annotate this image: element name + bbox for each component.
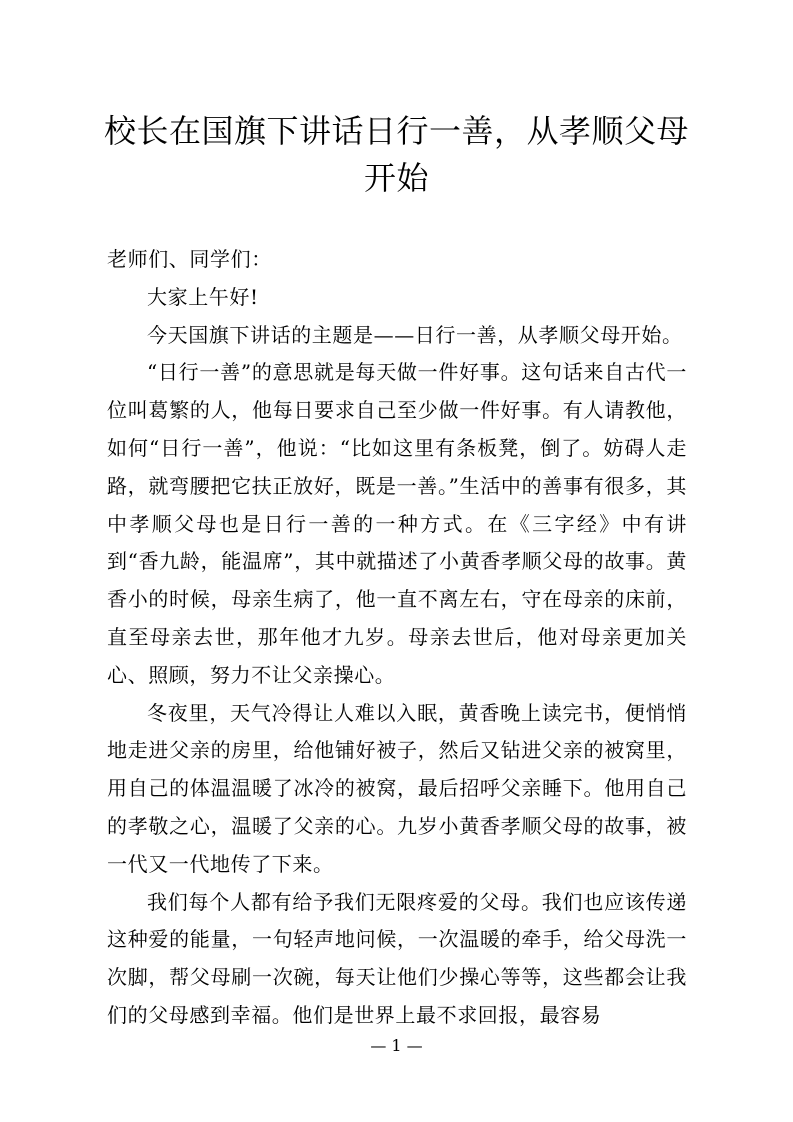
page-number: — 1 — <box>370 1036 423 1055</box>
document-title: 校长在国旗下讲话日行一善，从孝顺父母开始 <box>103 112 689 197</box>
paragraph-winter-night: 冬夜里，天气冷得让人难以入眠，黄香晚上读完书，便悄悄地走进父亲的房里，给他铺好被子，然后又钻进父亲的被窝里，用自己的体温温暖了冰冷的被窝，最后招呼父亲睡下。他用自己的孝敬之心，温暖了父亲的心。九岁小黄香孝顺父母的故事，被一代又一代地传了下来。 <box>107 700 687 876</box>
greeting: 大家上午好! <box>147 284 259 309</box>
salutation: 老师们、同学们： <box>107 247 272 271</box>
document-body <box>107 241 687 1035</box>
paragraph-story: “日行一善”的意思就是每天做一件好事。这句话来自古代一位叫葛繁的人，他每日要求自己至少做一件好事。有人请教他，如何“日行一善”，他说：“比如这里有条板凳，倒了。妨碍人走路，就弯腰把它扶正放好，既是一善。”生活中的善事有很多，其中孝顺父母也是日行一善的一种方式。在《三字经》中有讲到“香九龄，能温席”，其中就描述了小黄香孝顺父母的故事。黄香小的时候，母亲生病了，他一直不离左右，守在母亲的床前，直至母亲去世，那年他才九岁。母亲去世后，他对母亲更加关心、照顾，努力不让父亲操心。 <box>107 360 687 687</box>
paragraph-topic: 今天国旗下讲话的主题是——日行一善，从孝顺父母开始。 <box>147 322 683 347</box>
paragraph-parents-love: 我们每个人都有给予我们无限疼爱的父母。我们也应该传递这种爱的能量，一句轻声地问候，一次温暖的牵手，给父母洗一次脚，帮父母刷一次碗，每天让他们少操心等等，这些都会让我们的父母感到幸福。他们是世界上最不求回报，最容易 <box>107 889 687 1027</box>
